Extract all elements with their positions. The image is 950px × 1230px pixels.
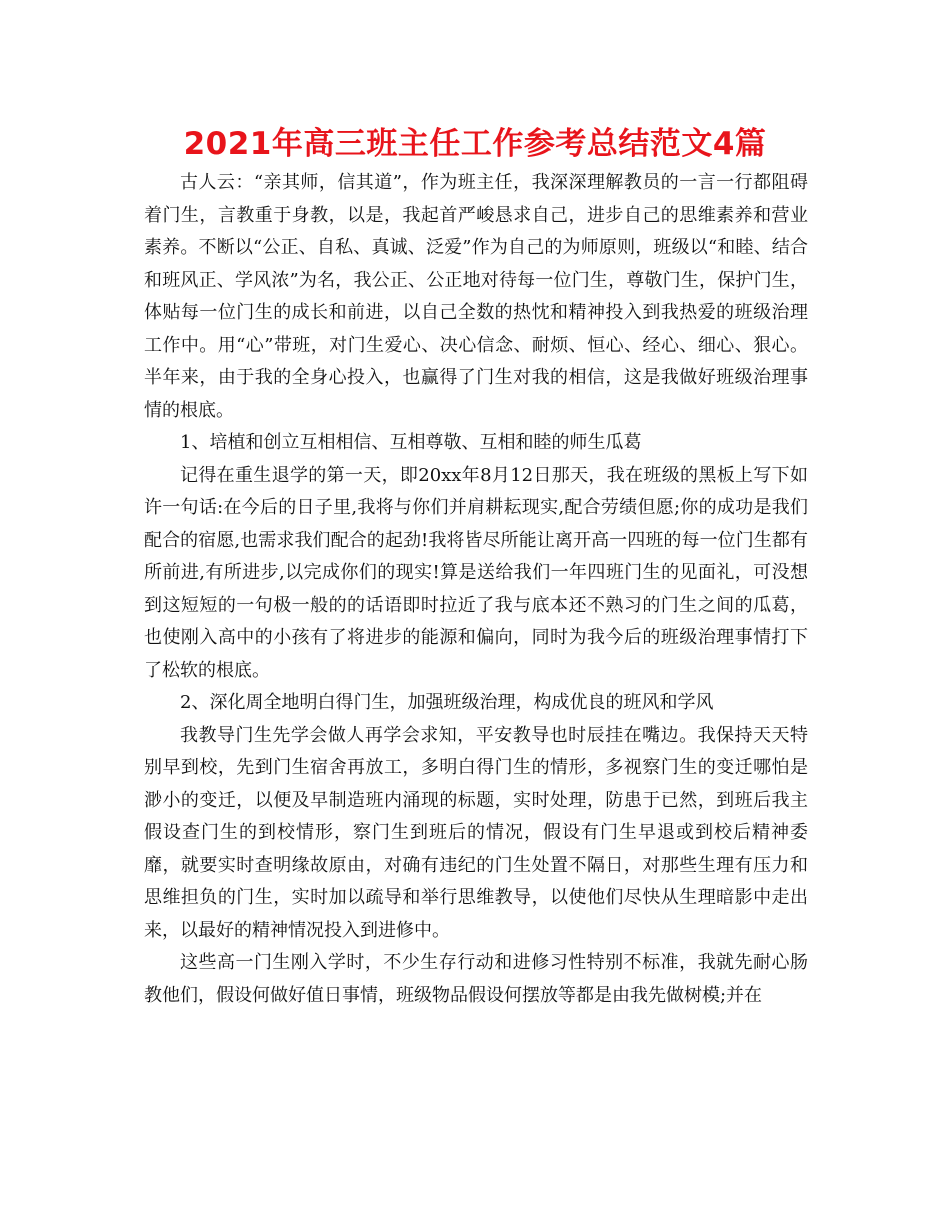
paragraph-section-1: 记得在重生退学的第一天，即20xx年8月12日那天，我在班级的黑板上写下如许一句话:在今后的日子里,我将与你们并肩耕耘现实,配合劳绩但愿;你的成功是我们配合的宿愿,也需求我们配合的起劲!我将皆尽所能让离开高一四班的每一位门生都有所前进,有所进步,以完成你们的现实!算是送给我们一年四班门生的见面礼，可没想到这短短的一句极一般的的话语即时拉近了我与底本还不熟习的门生之间的瓜葛，也使刚入高中的小孩有了将进步的能源和偏向，同时为我今后的班级治理事情打下了松软的根底。	[144, 464, 808, 681]
document-body	[144, 167, 808, 1012]
paragraph-intro: 古人云：“亲其师，信其道”，作为班主任，我深深理解教员的一言一行都阻碍着门生，言教重于身教，以是，我起首严峻恳求自己，进步自己的思维素养和营业素养。不断以“公正、自私、真诚、泛爱”作为自己的为师原则，班级以“和睦、结合和班风正、学风浓”为名，我公正、公正地对待每一位门生，尊敬门生，保护门生，体贴每一位门生的成长和前进，以自己全数的热忱和精神投入到我热爱的班级治理工作中。用“心”带班，对门生爱心、决心信念、耐烦、恒心、经心、细心、狠心。半年来，由于我的全身心投入，也赢得了门生对我的相信，这是我做好班级治理事情的根底。	[144, 172, 808, 421]
paragraph-section-2-continued: 这些高一门生刚入学时，不少生存行动和进修习性特别不标准，我就先耐心肠教他们，假设何做好值日事情，班级物品假设何摆放等都是由我先做树模;并在	[144, 952, 808, 1006]
document-title: 2021年高三班主任工作参考总结范文4篇	[183, 126, 767, 162]
paragraph-section-2: 我教导门生先学会做人再学会求知，平安教导也时辰挂在嘴边。我保持天天特别早到校，先到门生宿舍再放工，多明白得门生的情形，多视察门生的变迁哪怕是渺小的变迁，以便及早制造班内涌现的标题，实时处理，防患于已然，到班后我主假设查门生的到校情形，察门生到班后的情况，假设有门生早退或到校后精神委靡，就要实时查明缘故原由，对确有违纪的门生处置不隔日，对那些生理有压力和思维担负的门生，实时加以疏导和举行思维教导，以使他们尽快从生理暗影中走出来，以最好的精神情况投入到进修中。	[144, 724, 808, 941]
section-heading-2: 2、深化周全地明白得门生，加强班级治理，构成优良的班风和学风	[180, 692, 714, 713]
section-heading-1: 1、培植和创立互相相信、互相尊敬、互相和睦的师生瓜葛	[180, 432, 642, 453]
